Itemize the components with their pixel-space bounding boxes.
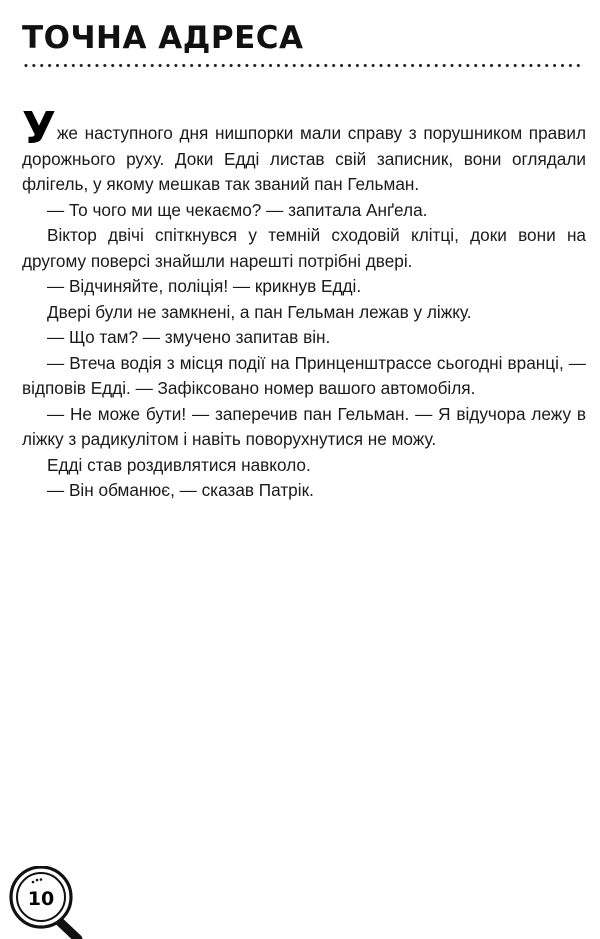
paragraph-6: — Що там? — змучено запитав він. xyxy=(47,327,331,347)
paragraph-5: Двері були не замкнені, а пан Гельман лежав у ліжку. xyxy=(47,301,472,322)
paragraph-8: — Не може бути! — заперечив пан Гельман. — Я відучора лежу в ліжку з радикулітом і навіть поворухнутися не можу. xyxy=(22,403,586,449)
drop-cap: У xyxy=(22,103,56,154)
paragraph-7: — Втеча водія з місця події на Принценштрассе сьогодні вранці, — відповів Едді. — Зафіксовано номер вашого автомобіля. xyxy=(22,352,586,398)
paragraph-4: — Відчиняйте, поліція! — крикнув Едді. xyxy=(47,276,362,296)
paragraph-1-text: же наступного дня нишпорки мали справу з порушником правил дорожнього руху. Доки Едді листав свій записник, вони оглядали флігель, у якому мешкав так званий пан Гельман. xyxy=(22,123,586,194)
story-text xyxy=(22,103,586,504)
chapter-title: ТОЧНА АДРЕСА xyxy=(22,20,304,56)
paragraph-10: — Він обманює, — сказав Патрік. xyxy=(47,480,314,500)
paragraph-3: Віктор двічі спіткнувся у темній сходовій клітці, доки вони на другому поверсі знайшли нарешті потрібні двері. xyxy=(22,225,586,271)
paragraph-2: — То чого ми ще чекаємо? — запитала Анґела. xyxy=(47,199,428,220)
dotted-divider xyxy=(22,64,584,67)
page-number: 10 xyxy=(27,888,55,910)
paragraph-1 xyxy=(22,103,586,198)
paragraph-9: Едді став роздивлятися навколо. xyxy=(47,454,311,475)
